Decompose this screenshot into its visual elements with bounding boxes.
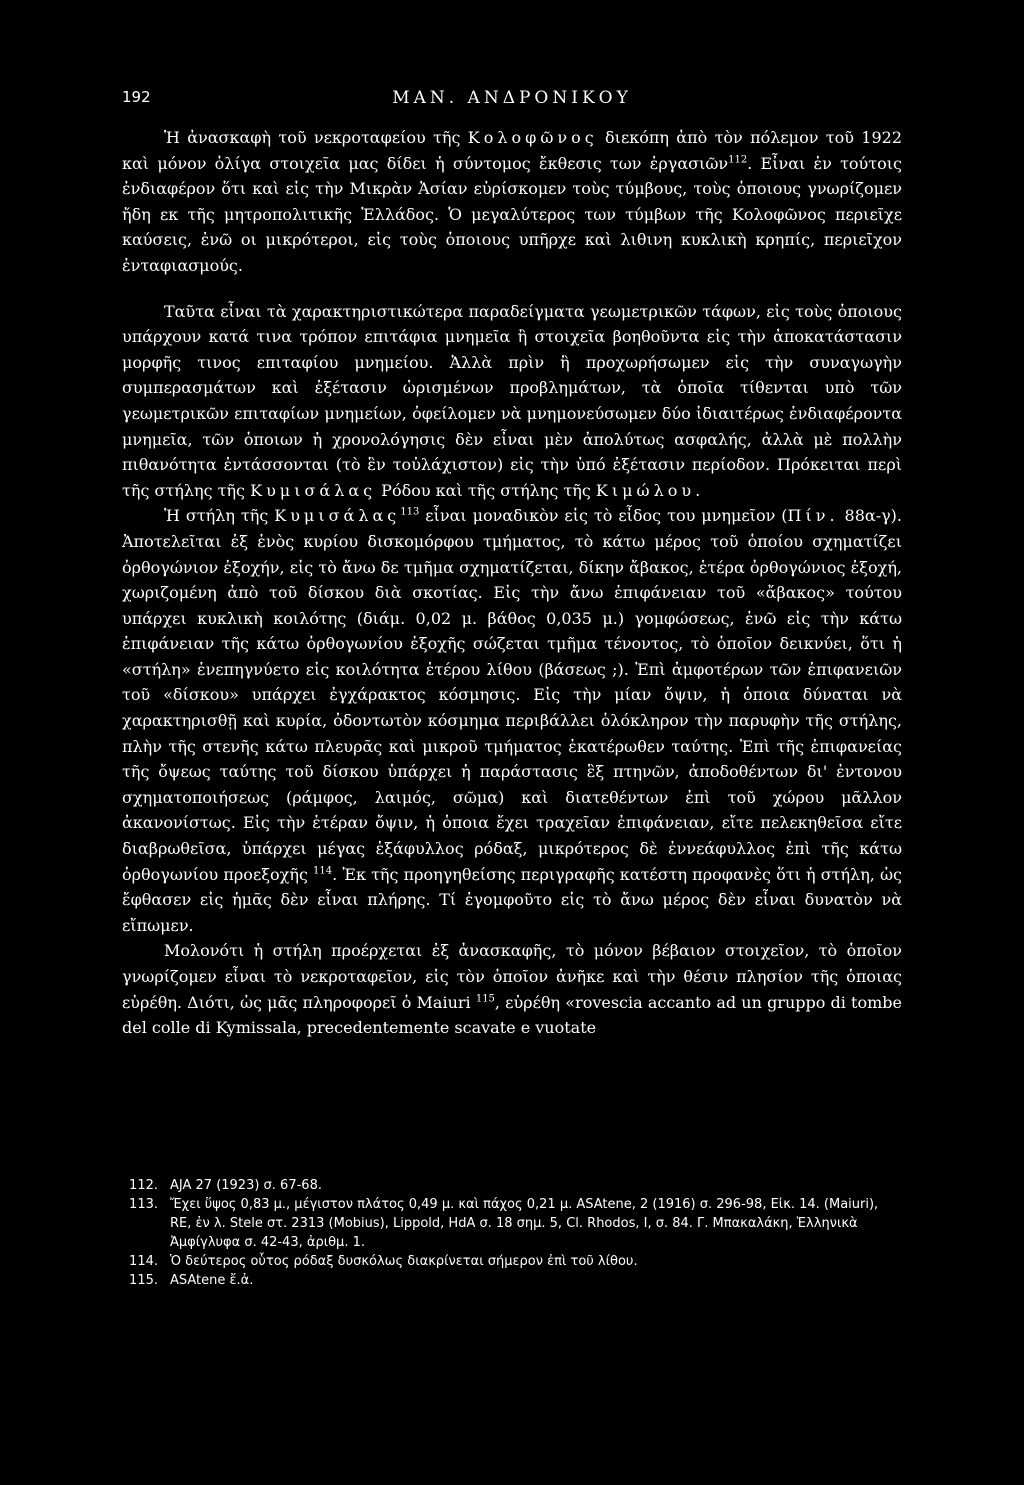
footnotes — [122, 1176, 902, 1290]
place-name: Κυμισάλας — [274, 506, 401, 526]
footnote-ref: 113 — [400, 506, 420, 518]
footnote — [122, 1271, 902, 1290]
text-run: 88α-γ). Ἀποτελεῖται ἐξ ἑνὸς κυρίου δισκομόρφου τμήματος, τὸ κάτω μέρος τοῦ ὁποίου σχηματίζει ὀρθογώνιον ἐξοχήν, εἰς τὸ ἄνω δε τμῆμα σχηματίζεται, δίκην ἄβακος, ἑτέρα ὀρθογώνιος ἐξοχή, χωριζομένη ἀπὸ τοῦ δίσκου διὰ σκοτίας. Εἰς τὴν ἄνω ἐπιφάνειαν τοῦ «ἄβακος» τούτου υπάρχει κυκλικὴ κοιλότης (διάμ. 0,02 μ. βάθος 0,035 μ.) γομφώσεως, ἐνῶ εἰς τὴν κάτω ἐπιφάνειαν τῆς κάτω ὀρθογωνίου ἐξοχῆς σώζεται τμῆμα τένοντος, τὸ ὁποῖον δεικνύει, ὅτι ἡ «στήλη» ἐνεπηγνύετο εἰς κοιλότητα ἑτέρου λίθου (βάσεως ;). Ἐπὶ ἀμφοτέρων τῶν ἐπιφανειῶν τοῦ «δίσκου» υπάρχει ἐγχάρακτος κόσμησις. Εἰς τὴν μίαν ὄψιν, ἡ ὁποια δύναται νὰ χαρακτηρισθῇ καὶ κυρία, ὀδοντωτὸν κόσμημα περιβάλλει ὁλόκληρον τὴν παρυφὴν τῆς στήλης, πλὴν τῆς στενῆς κάτω πλευρᾶς καὶ μικροῦ τμήματος ἑκατέρωθεν ταύτης. Ἐπὶ τῆς ἐπιφανείας τῆς ὄψεως ταύτης τοῦ δίσκου ὑπάρχει ἡ παράστασις ἓξ πτηνῶν, ἀποδοθέντων δι' ἐντονου σχηματοποιήσεως (ράμφος, λαιμός, σῶμα) καὶ διατεθέντων ἐπὶ τοῦ χώρου μᾶλλον ἀκανονίστως. Εἰς τὴν ἑτέραν ὄψιν, ἡ ὁποια ἔχει τραχεῖαν ἐπιφάνειαν, εἴτε πελεκηθεῖσα εἴτε διαβρωθεῖσα, ὑπάρχει μέγας ἑξάφυλλος ρόδαξ, μικρότερος δὲ ἐννεάφυλλος ἐπὶ τῆς κάτω ὀρθογωνίου προεξοχῆς — [122, 506, 902, 884]
text-run: Ἡ στήλη τῆς — [164, 506, 275, 526]
place-name: Κιμώλου — [595, 480, 696, 500]
footnote-ref: 115 — [475, 993, 495, 1005]
text-run: , εὑρέθη «rovescia accanto ad un gruppo di tombe del colle di Kymissala, precedentemente scavate e vuotate — [122, 992, 903, 1038]
page-number: 192 — [122, 88, 151, 106]
text-run: Ρόδου καὶ τῆς στήλης τῆς — [376, 480, 596, 500]
place-name: Κυμισάλας — [250, 480, 377, 500]
text-run: Ταῦτα εἶναι τὰ χαρακτηριστικώτερα παραδείγματα γεωμετρικῶν τάφων, εἰς τοὺς ὁποιους υπάρχουν κατά τινα τρόπον επιτάφια μνημεῖα ἢ στοιχεῖα βοηθοῦντα εἰς τὴν ἀποκατάστασιν μορφῆς τινος επιταφίου μνημείου. Ἀλλὰ πρὶν ἢ προχωρήσωμεν εἰς τὴν συναγωγὴν συμπερασμάτων καὶ ἐξέτασιν ὡρισμένων προβλημάτων, τὰ ὁποῖα τίθενται υπὸ τῶν γεωμετρικῶν επιταφίων μνημείων, ὀφείλομεν νὰ μνημονεύσωμεν δύο ἰδιαιτέρως ἐνδιαφέροντα μνημεῖα, τῶν ὁποιων ἡ χρονολόγησις δὲν εἶναι μὲν ἀπολύτως ασφαλής, ἀλλὰ μὲ πολλὴν πιθανότητα ἐντάσσονται (τὸ ἓν τοὐλάχιστον) εἰς τὴν ὑπό ἐξέτασιν περίοδον. Πρόκειται περὶ τῆς στήλης τῆς — [122, 301, 902, 500]
paragraph-4 — [122, 938, 902, 1040]
text-run: . — [695, 480, 701, 500]
text-run: εἶναι μοναδικὸν εἰς τὸ εἶδος του μνημεῖον ( — [419, 506, 788, 526]
page-header — [122, 88, 902, 112]
footnote-number: 113. — [129, 1197, 158, 1212]
paragraph-2 — [122, 299, 902, 504]
running-head: ΜΑΝ. ΑΝΔΡΟΝΙΚΟΥ — [392, 88, 632, 108]
paragraph-1 — [122, 125, 902, 279]
footnote-number: 112. — [129, 1178, 158, 1193]
paragraph-3 — [122, 503, 902, 938]
place-name: Κολοφῶνος — [467, 128, 598, 147]
body-text — [122, 125, 902, 1041]
text-run: Μολονότι ἡ στήλη προέρχεται ἐξ ἀνασκαφῆς, τὸ μόνον βέβαιον στοιχεῖον, τὸ ὁποῖον γνωρίζομεν εἶναι τὸ νεκροταφεῖον, εἰς τὸν ὁποῖον ἀνῆκε καὶ τὴν θέσιν πλησίον τῆς ὁποιας εὑρέθη. Διότι, ὡς μᾶς πληροφορεῖ ὁ Maiuri — [122, 941, 902, 1012]
footnote-text: Ὁ δεύτερος οὗτος ρόδαξ δυσκόλως διακρίνεται σήμερον ἐπὶ τοῦ λίθου. — [170, 1254, 638, 1269]
footnote-ref: 114 — [313, 865, 333, 877]
text-run: . Ἐκ τῆς προηγηθείσης περιγραφῆς κατέστη προφανὲς ὅτι ἡ στήλη, ὡς ἔφθασεν εἰς ἡμᾶς δὲν εἶναι πλήρης. Τί ἐγομφοῦτο εἰς τὸ ἄνω μέρος δὲν εἶναι δυνατὸν νὰ εἴπωμεν. — [122, 864, 902, 935]
text-run: Ἡ ἀνασκαφὴ τοῦ νεκροταφείου τῆς — [164, 128, 468, 147]
footnote-number: 115. — [129, 1273, 158, 1288]
footnote — [122, 1176, 902, 1195]
footnote-ref: 112 — [728, 154, 748, 166]
footnote-number: 114. — [129, 1254, 158, 1269]
footnote — [122, 1195, 902, 1252]
text-run: . Εἶναι ἐν τούτοις ἐνδιαφέρον ὅτι καὶ εἰς τὴν Μικρὰν Ἀσίαν εὑρίσκομεν τοὺς τύμβους, τοὺς ὁποιους γνωρίζομεν ἤδη εκ τῆς μητροπολιτικῆς Ἑλλάδος. Ὁ μεγαλύτερος των τύμβων τῆς Κολοφῶνος περιεῖχε καύσεις, ἐνῶ οι μικρότεροι, εἰς τοὺς ὁποιους υπῆρχε καὶ λιθινη κυκλικὴ κρηπίς, περιεῖχον ἐνταφιασμούς. — [122, 153, 902, 275]
footnote-text: ASAtene ἔ.ἀ. — [170, 1273, 254, 1288]
footnote-text: Ἔχει ὕψος 0,83 μ., μέγιστον πλάτος 0,49 μ. καὶ πάχος 0,21 μ. ASAtene, 2 (1916) σ. 296-98, Εἰκ. 14. (Maiuri), RE, ἐν λ. Stele στ. 2313 (Mobius), Lippold, HdA σ. 18 σημ. 5, Cl. Rhodos, I, σ. 84. Γ. Μπακαλάκη, Ἑλληνικὰ Ἀμφίγλυφα σ. 42-43, ἀριθμ. 1. — [170, 1197, 879, 1250]
text-run: διεκόπη ἀπὸ τὸν πόλεμον τοῦ 1922 καὶ μόνον ὀλίγα στοιχεῖα μας δίδει ἡ σύντομος ἔκθεσις των ἐργασιῶν — [122, 128, 902, 173]
plate-ref: Πίν. — [787, 506, 839, 526]
footnote-text: AJA 27 (1923) σ. 67-68. — [170, 1178, 322, 1193]
footnote — [122, 1252, 902, 1271]
